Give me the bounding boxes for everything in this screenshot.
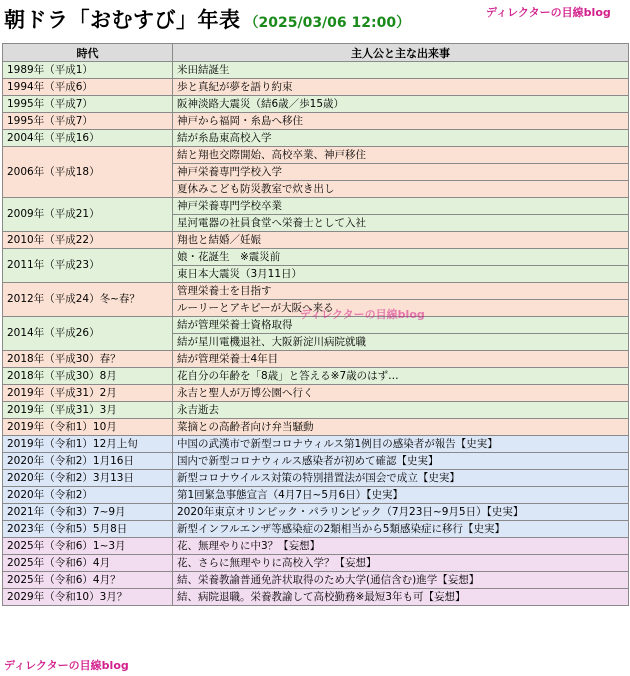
event-cell: 国内で新型コロナウィルス感染者が初めて確認【史実】 bbox=[173, 453, 629, 470]
column-header-events: 主人公と主な出来事 bbox=[173, 44, 629, 62]
era-cell: 2010年（平成22） bbox=[3, 232, 173, 249]
timeline-body bbox=[3, 62, 629, 606]
event-cell: 花自分の年齢を「8歳」と答える※7歳のはず… bbox=[173, 368, 629, 385]
table-row bbox=[3, 589, 629, 606]
era-cell: 2006年（平成18） bbox=[3, 147, 173, 198]
table-header-row bbox=[3, 44, 629, 62]
event-cell: 2020年東京オリンピック・パラリンピック（7月23日~9月5日）【史実】 bbox=[173, 504, 629, 521]
table-row bbox=[3, 147, 629, 164]
era-cell: 2025年（令和6）4月 bbox=[3, 555, 173, 572]
era-cell: 1995年（平成7） bbox=[3, 96, 173, 113]
era-cell: 2020年（令和2） bbox=[3, 487, 173, 504]
event-cell: 菜摘との高齢者向け弁当騒動 bbox=[173, 419, 629, 436]
timestamp: （2025/03/06 12:00） bbox=[244, 15, 411, 31]
table-row bbox=[3, 504, 629, 521]
event-cell: 星河電器の社員食堂へ栄養士として入社 bbox=[173, 215, 629, 232]
table-row bbox=[3, 436, 629, 453]
event-cell: 神戸栄養専門学校卒業 bbox=[173, 198, 629, 215]
table-row bbox=[3, 249, 629, 266]
table-row bbox=[3, 198, 629, 215]
page-title bbox=[4, 4, 410, 34]
event-cell: 娘・花誕生 ※震災前 bbox=[173, 249, 629, 266]
era-cell: 2023年（令和5）5月8日 bbox=[3, 521, 173, 538]
brand-watermark: ディレクターの目線blog bbox=[300, 308, 425, 321]
era-cell: 2019年（平成31）2月 bbox=[3, 385, 173, 402]
event-cell: 翔也と結婚／妊娠 bbox=[173, 232, 629, 249]
table-row bbox=[3, 130, 629, 147]
event-cell: 結が糸島東高校入学 bbox=[173, 130, 629, 147]
table-row bbox=[3, 385, 629, 402]
era-cell: 2012年（平成24）冬~春？ bbox=[3, 283, 173, 317]
era-cell: 2018年（平成30）春？ bbox=[3, 351, 173, 368]
brand-logo-bottom: ディレクターの目線blog bbox=[4, 659, 129, 672]
event-cell: 夏休みこども防災教室で炊き出し bbox=[173, 181, 629, 198]
event-cell: 結が管理栄養士4年目 bbox=[173, 351, 629, 368]
era-cell: 2029年（令和10）3月？ bbox=[3, 589, 173, 606]
brand-logo-top: ディレクターの目線blog bbox=[486, 6, 611, 19]
event-cell: 結、病院退職。栄養教諭して高校勤務※最短3年も可【妄想】 bbox=[173, 589, 629, 606]
era-cell: 2004年（平成16） bbox=[3, 130, 173, 147]
table-row bbox=[3, 521, 629, 538]
era-cell: 2019年（平成31）3月 bbox=[3, 402, 173, 419]
era-cell: 2018年（平成30）8月 bbox=[3, 368, 173, 385]
table-row bbox=[3, 283, 629, 300]
event-cell: 結、栄養教諭普通免許状取得のため大学(通信含む)進学【妄想】 bbox=[173, 572, 629, 589]
table-row bbox=[3, 572, 629, 589]
table-row bbox=[3, 419, 629, 436]
event-cell: 歩と真紀が夢を語り約束 bbox=[173, 79, 629, 96]
era-cell: 2025年（令和6）1~3月 bbox=[3, 538, 173, 555]
event-cell: 結が管理栄養士資格取得 bbox=[173, 317, 629, 334]
timeline-table bbox=[2, 43, 629, 606]
table-row bbox=[3, 470, 629, 487]
era-cell: 1994年（平成6） bbox=[3, 79, 173, 96]
event-cell: 永吉逝去 bbox=[173, 402, 629, 419]
era-cell: 2019年（令和1）10月 bbox=[3, 419, 173, 436]
table-row bbox=[3, 232, 629, 249]
era-cell: 2020年（令和2）3月13日 bbox=[3, 470, 173, 487]
event-cell: 中国の武漢市で新型コロナウィルス第1例目の感染者が報告【史実】 bbox=[173, 436, 629, 453]
event-cell: 永吉と聖人が万博公園へ行く bbox=[173, 385, 629, 402]
table-row bbox=[3, 555, 629, 572]
era-cell: 2011年（平成23） bbox=[3, 249, 173, 283]
event-cell: 新型コロナウイルス対策の特別措置法が国会で成立【史実】 bbox=[173, 470, 629, 487]
table-row bbox=[3, 351, 629, 368]
event-cell: 花、さらに無理やりに高校入学？【妄想】 bbox=[173, 555, 629, 572]
event-cell: ルーリーとアキピーが大阪へ来る bbox=[173, 300, 629, 317]
event-cell: 米田結誕生 bbox=[173, 62, 629, 79]
era-cell: 2014年（平成26） bbox=[3, 317, 173, 351]
era-cell: 1989年（平成1） bbox=[3, 62, 173, 79]
era-cell: 2025年（令和6）4月？ bbox=[3, 572, 173, 589]
event-cell: 結と翔也交際開始、高校卒業、神戸移住 bbox=[173, 147, 629, 164]
table-row bbox=[3, 538, 629, 555]
page-header bbox=[0, 0, 630, 40]
table-row bbox=[3, 79, 629, 96]
event-cell: 管理栄養士を目指す bbox=[173, 283, 629, 300]
table-row bbox=[3, 113, 629, 130]
era-cell: 2009年（平成21） bbox=[3, 198, 173, 232]
event-cell: 第1回緊急事態宣言（4月7日~5月6日）【史実】 bbox=[173, 487, 629, 504]
event-cell: 結が星川電機退社、大阪新淀川病院就職 bbox=[173, 334, 629, 351]
era-cell: 2021年（令和3）7~9月 bbox=[3, 504, 173, 521]
column-header-era: 時代 bbox=[3, 44, 173, 62]
event-cell: 東日本大震災（3月11日） bbox=[173, 266, 629, 283]
era-cell: 2020年（令和2）1月16日 bbox=[3, 453, 173, 470]
table-row bbox=[3, 402, 629, 419]
table-row bbox=[3, 487, 629, 504]
event-cell: 神戸栄養専門学校入学 bbox=[173, 164, 629, 181]
table-row bbox=[3, 62, 629, 79]
table-row bbox=[3, 96, 629, 113]
event-cell: 神戸から福岡・糸島へ移住 bbox=[173, 113, 629, 130]
title-text: 朝ドラ「おむすび」年表 bbox=[4, 8, 241, 32]
table-row bbox=[3, 368, 629, 385]
event-cell: 花、無理やりに中3？【妄想】 bbox=[173, 538, 629, 555]
era-cell: 1995年（平成7） bbox=[3, 113, 173, 130]
table-row bbox=[3, 453, 629, 470]
event-cell: 新型インフルエンザ等感染症の2類相当から5類感染症に移行【史実】 bbox=[173, 521, 629, 538]
event-cell: 阪神淡路大震災（結6歳／歩15歳） bbox=[173, 96, 629, 113]
era-cell: 2019年（令和1）12月上旬 bbox=[3, 436, 173, 453]
